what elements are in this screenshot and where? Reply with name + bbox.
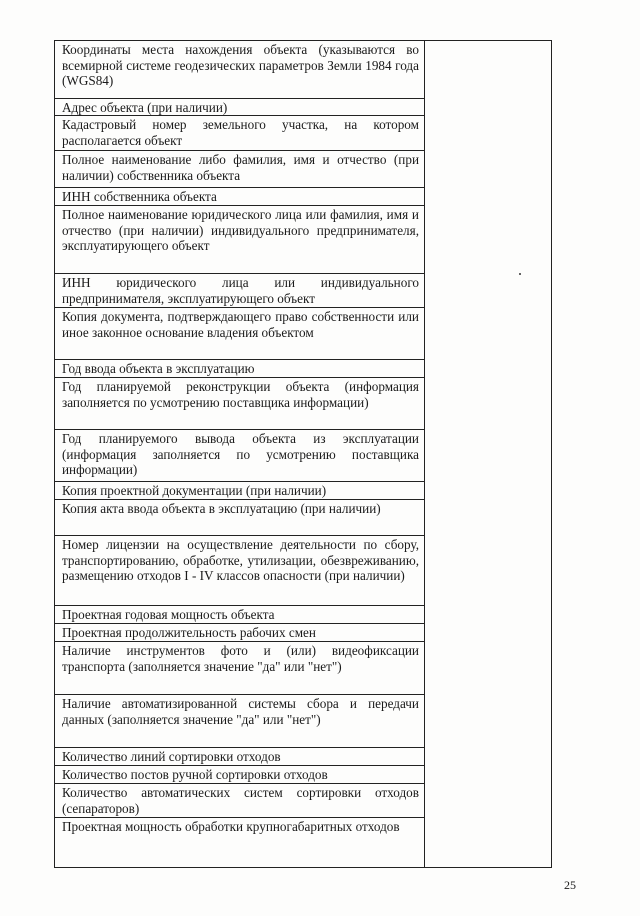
table-row: Номер лицензии на осуществление деятельности по сбору, транспортированию, обработке, утилизации, обезвреживанию, размещению отходов I - IV классов опасности (при наличии) xyxy=(55,536,424,606)
table-row: Проектная годовая мощность объекта xyxy=(55,606,424,624)
table-row: Год планируемого вывода объекта из эксплуатации (информация заполняется по усмотрению поставщика информации) xyxy=(55,430,424,482)
table-row: ИНН юридического лица или индивидуального предпринимателя, эксплуатирующего объект xyxy=(55,274,424,308)
table-row: Адрес объекта (при наличии) xyxy=(55,99,424,116)
table-row: Копия акта ввода объекта в эксплуатацию (при наличии) xyxy=(55,500,424,536)
table-row: Полное наименование юридического лица или фамилия, имя и отчество (при наличии) индивидуального предпринимателя, эксплуатирующего объект xyxy=(55,206,424,274)
table-row: Наличие инструментов фото и (или) видеофиксации транспорта (заполняется значение "да" или "нет") xyxy=(55,642,424,695)
page-number: 25 xyxy=(564,878,576,892)
table-row: Количество линий сортировки отходов xyxy=(55,748,424,766)
table-row: Наличие автоматизированной системы сбора и передачи данных (заполняется значение "да" или "нет") xyxy=(55,695,424,748)
table-row: Копия проектной документации (при наличии) xyxy=(55,482,424,500)
table-row: Копия документа, подтверждающего право собственности или иное законное основание владения объектом xyxy=(55,308,424,360)
field-label-column xyxy=(55,41,425,867)
table-row: Кадастровый номер земельного участка, на котором располагается объект xyxy=(55,116,424,151)
table-row: ИНН собственника объекта xyxy=(55,188,424,206)
table-row: Год планируемой реконструкции объекта (информация заполняется по усмотрению поставщика информации) xyxy=(55,378,424,430)
field-value-column xyxy=(425,41,551,867)
table-row: Количество автоматических систем сортировки отходов (сепараторов) xyxy=(55,784,424,818)
table-row: Год ввода объекта в эксплуатацию xyxy=(55,360,424,378)
object-info-table xyxy=(54,40,552,868)
table-row: Полное наименование либо фамилия, имя и отчество (при наличии) собственника объекта xyxy=(55,151,424,188)
table-row: Проектная продолжительность рабочих смен xyxy=(55,624,424,642)
table-row: Количество постов ручной сортировки отходов xyxy=(55,766,424,784)
table-row: Проектная мощность обработки крупногабаритных отходов xyxy=(62,819,400,834)
table-row: Координаты места нахождения объекта (указываются во всемирной системе геодезических параметров Земли 1984 года (WGS84) xyxy=(55,41,424,99)
scan-speck xyxy=(519,273,521,275)
